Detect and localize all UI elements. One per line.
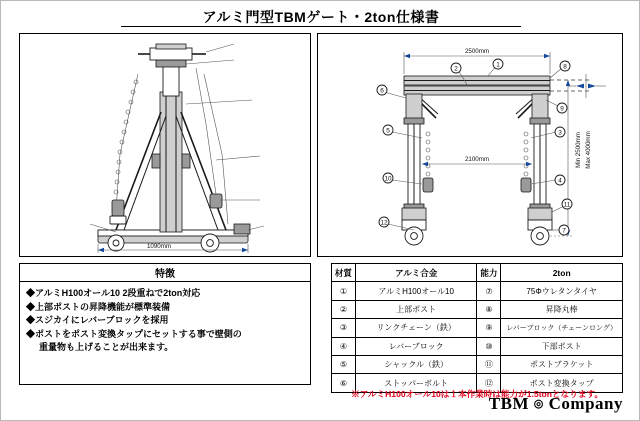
row-name-left: ストッパーボルト [355, 374, 477, 392]
svg-text:9: 9 [560, 105, 564, 113]
svg-text:5: 5 [386, 127, 390, 135]
row-number-left: ② [332, 300, 356, 318]
row-number-right: ⑫ [477, 374, 501, 392]
page-title: アルミ門型TBMゲート・2ton仕様書 [202, 9, 440, 25]
logo-text: TBM [488, 394, 530, 413]
table-header-row [332, 264, 623, 282]
svg-text:8: 8 [563, 63, 567, 71]
row-name-right: ポストブラケット [501, 355, 623, 373]
features-heading: 特徴 [20, 264, 310, 282]
row-number-left: ④ [332, 337, 356, 355]
row-name-left: アルミH100オール10 [355, 282, 477, 300]
header-2ton: 2ton [501, 264, 623, 282]
row-name-right: ポスト変換タップ [501, 374, 623, 392]
dimension-overall-width: 2500mm [464, 48, 490, 55]
logo-suffix: Company [548, 394, 623, 413]
svg-text:10: 10 [384, 175, 392, 183]
features-box [19, 263, 311, 385]
company-logo [489, 394, 623, 414]
svg-text:1: 1 [496, 61, 500, 69]
svg-text:11: 11 [563, 201, 571, 209]
row-name-left: シャックル（鉄） [355, 355, 477, 373]
feature-item-continued: 重量物も上げることが出来ます。 [39, 342, 174, 352]
row-number-right: ⑧ [477, 300, 501, 318]
row-name-left: レバーブロック [355, 337, 477, 355]
svg-text:2: 2 [454, 65, 458, 73]
row-number-left: ⑤ [332, 355, 356, 373]
drawing-front-elevation [317, 33, 623, 257]
table-row [332, 337, 623, 355]
table-row [332, 300, 623, 318]
row-number-left: ⑥ [332, 374, 356, 392]
capacity-note: ※アルミH100オール10は１本作業時は能力が1.5tonとなります。 [351, 389, 603, 399]
table-row [332, 282, 623, 300]
left-view-svg [20, 34, 310, 256]
header-capacity: 能力 [477, 264, 501, 282]
svg-text:7: 7 [562, 227, 566, 235]
svg-text:12: 12 [380, 219, 388, 227]
row-name-right: 昇降丸棒 [501, 300, 623, 318]
header-alloy: アルミ合金 [355, 264, 477, 282]
row-number-left: ③ [332, 319, 356, 337]
row-number-right: ⑨ [477, 319, 501, 337]
row-number-right: ⑦ [477, 282, 501, 300]
row-number-right: ⑪ [477, 355, 501, 373]
parts-table [331, 263, 623, 393]
dimension-height-max: Max 4000mm [585, 131, 592, 169]
feature-item: ◆上部ポストの昇降機能が標準装備 [26, 301, 171, 312]
table-row [332, 355, 623, 373]
feature-item: ◆スジカイにレバーブロックを採用 [26, 315, 169, 325]
row-name-left: 上部ポスト [355, 300, 477, 318]
row-name-right: 下部ポスト [501, 337, 623, 355]
row-name-right: レバーブロック（チェーンロング） [501, 319, 623, 337]
table-row [332, 319, 623, 337]
dimension-left-width: 1090mm [146, 243, 172, 250]
row-name-left: リンクチェーン（鉄） [355, 319, 477, 337]
dimension-inner-width: 2100mm [464, 156, 490, 163]
svg-text:3: 3 [558, 129, 562, 137]
row-number-left: ① [332, 282, 356, 300]
title-underline [121, 26, 521, 27]
svg-text:6: 6 [380, 87, 384, 95]
features-list [20, 282, 310, 355]
dimension-height-min: Min 2500mm [575, 132, 582, 168]
feature-item: ◆ポストをポスト変換タップにセットする事で壁側の [26, 328, 242, 339]
header-material: 材質 [332, 264, 356, 282]
front-view-svg [318, 34, 622, 256]
feature-item: ◆アルミH100オール10 2段重ねで2ton対応 [26, 288, 201, 298]
svg-text:4: 4 [558, 177, 562, 185]
drawing-left-side-view [19, 33, 311, 257]
row-number-right: ⑩ [477, 337, 501, 355]
row-name-right: 75Φウレタンタイヤ [501, 282, 623, 300]
logo-dot-icon: ◎ [533, 398, 544, 410]
